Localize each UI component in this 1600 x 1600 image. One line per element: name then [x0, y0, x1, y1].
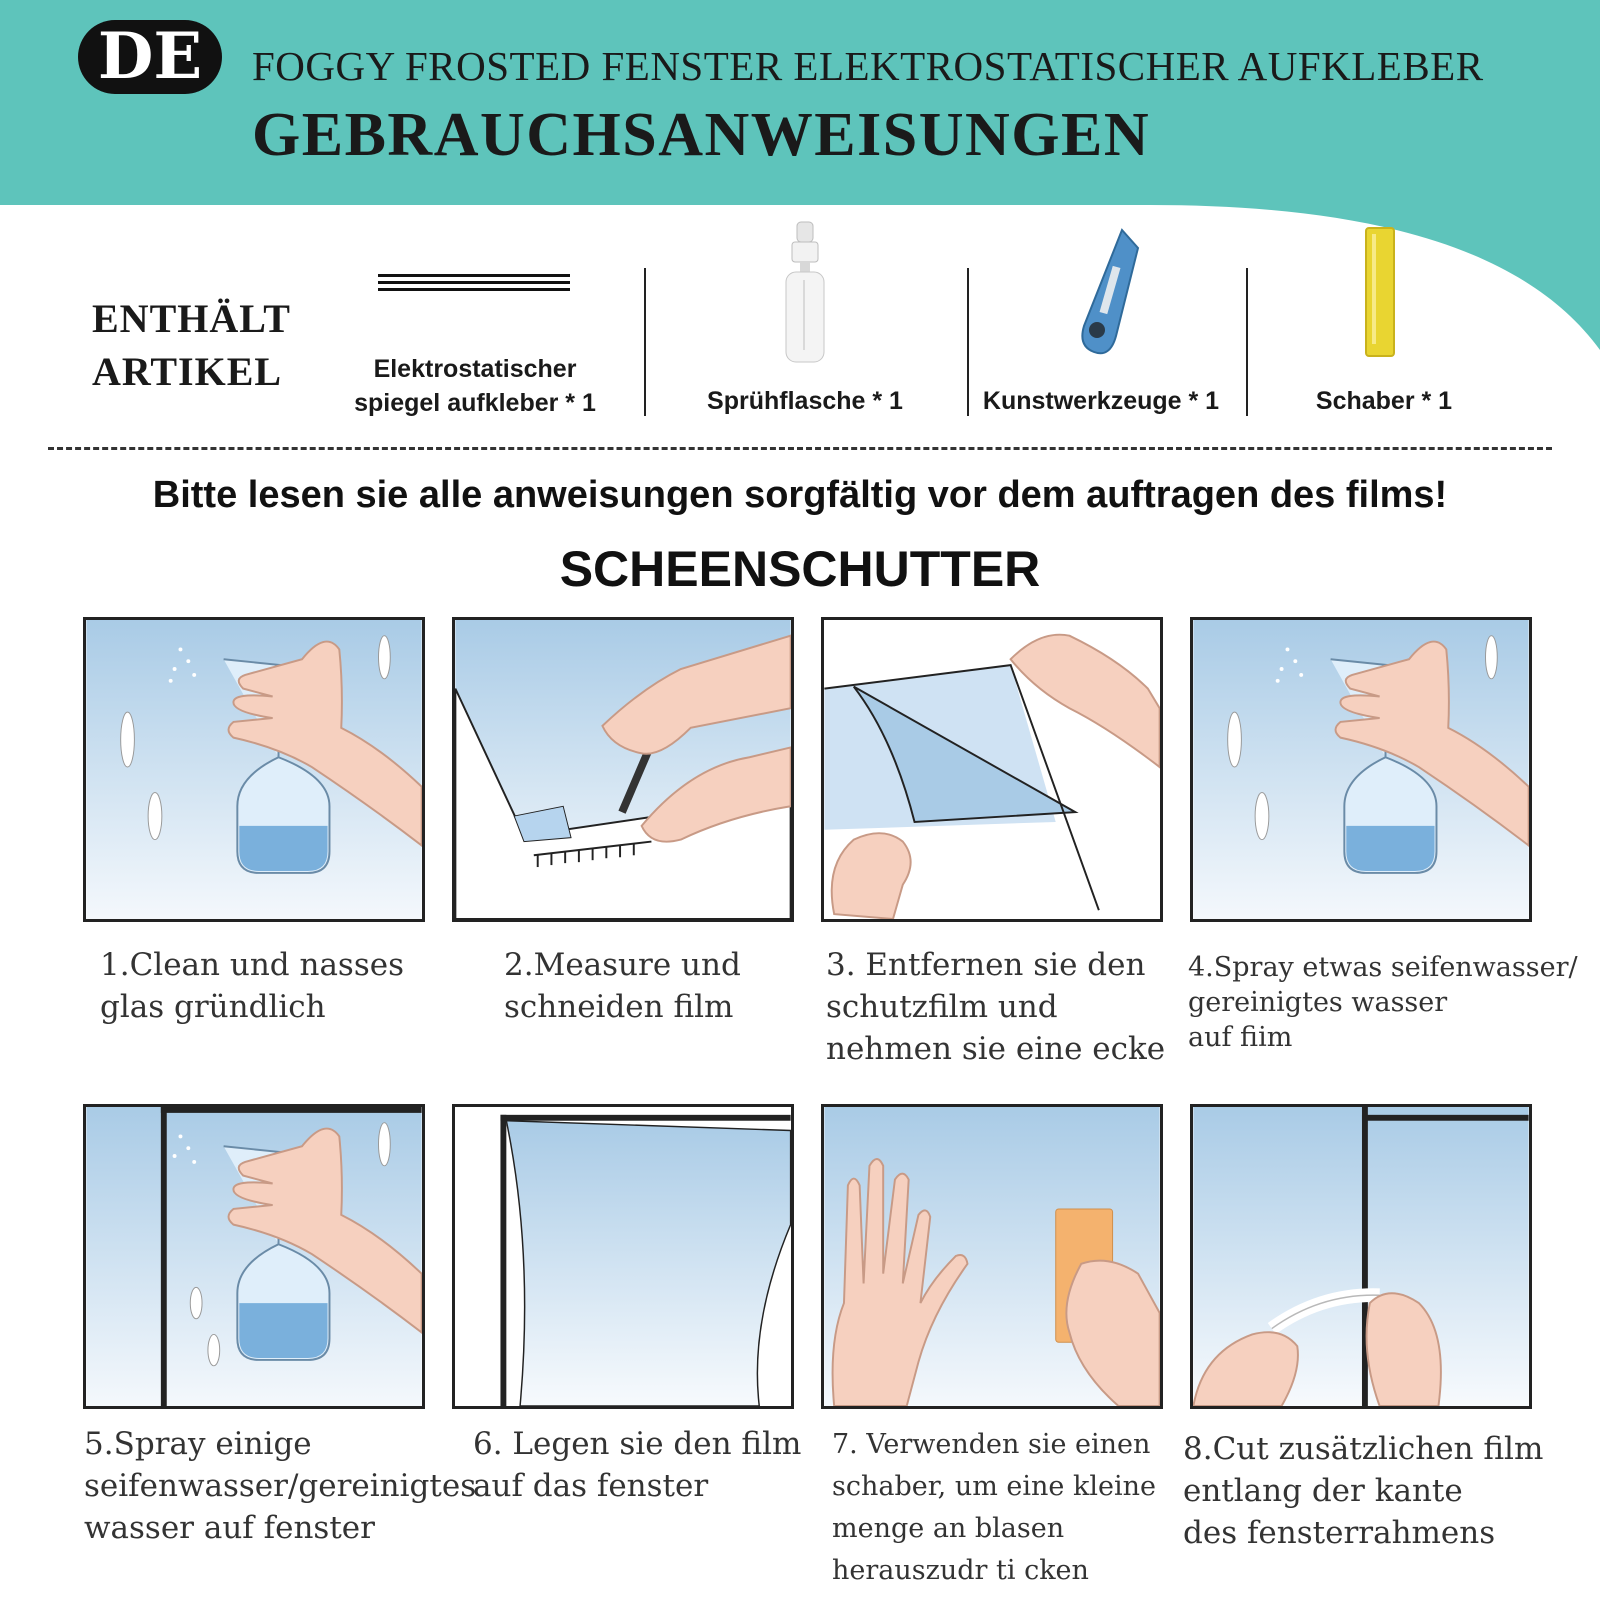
step-3-illustration: [821, 617, 1163, 922]
spray-film-illustration: [1193, 620, 1529, 919]
measure-cut-illustration: [455, 620, 791, 919]
spray-bottle-icon: [780, 220, 830, 366]
step-8-caption: 8.Cut zusätzlichen film entlang der kante des fensterrahmens: [1183, 1431, 1544, 1551]
contents-divider: [1246, 268, 1248, 416]
contents-item-craft-tools: Kunstwerkzeuge * 1: [982, 387, 1220, 415]
contents-divider: [644, 268, 646, 416]
step-6-illustration: [452, 1104, 794, 1409]
spray-glass-illustration: [86, 620, 422, 919]
product-title: FOGGY FROSTED FENSTER ELEKTROSTATISCHER AUFKLEBER: [252, 43, 1484, 89]
contents-item-spray-bottle: Sprühflasche * 1: [707, 387, 903, 415]
peel-film-illustration: [824, 620, 1160, 919]
utility-knife-icon: [1076, 226, 1144, 362]
step-2-illustration: [452, 617, 794, 922]
step-1-caption: 1.Clean und nasses glas gründlich: [100, 947, 405, 1025]
contents-item-scraper: Schaber * 1: [1315, 387, 1453, 415]
read-instructions-warning: Bitte lesen sie alle anweisungen sorgfältig vor dem auftragen des films!: [152, 474, 1448, 516]
step-7-illustration: [821, 1104, 1163, 1409]
spray-window-illustration: [86, 1107, 422, 1406]
scrape-bubbles-illustration: [824, 1107, 1160, 1406]
contents-item-film: Elektrostatischer spiegel aufkleber * 1: [354, 355, 596, 417]
scraper-icon: [1364, 226, 1396, 358]
contents-heading: [92, 292, 291, 398]
film-roll-icon: [376, 270, 572, 300]
step-2-caption: 2.Measure und schneiden film: [504, 947, 741, 1025]
step-8-illustration: [1190, 1104, 1532, 1409]
apply-film-illustration: [455, 1107, 791, 1406]
contents-divider: [967, 268, 969, 416]
contents-heading-text: ENTHÄLT ARTIKEL: [92, 296, 291, 394]
step-4-illustration: [1190, 617, 1532, 922]
trim-edge-illustration: [1193, 1107, 1529, 1406]
step-1-illustration: [83, 617, 425, 922]
step-6-caption: 6. Legen sie den film auf das fenster: [473, 1426, 802, 1504]
section-title: SCHEENSCHUTTER: [559, 541, 1041, 597]
language-badge: DE: [78, 20, 222, 94]
step-5-caption: 5.Spray einige seifenwasser/gereinigtes wasser auf fenster: [84, 1426, 477, 1546]
step-7-caption: 7. Verwenden sie einen schaber, um eine kleine menge an blasen herauszudr ti cken: [832, 1429, 1156, 1586]
step-5-illustration: [83, 1104, 425, 1409]
section-separator: [48, 447, 1552, 450]
step-3-caption: 3. Entfernen sie den schutzfilm und nehmen sie eine ecke: [826, 947, 1166, 1067]
step-4-caption: 4.Spray etwas seifenwasser/ gereinigtes wasser auf fiim: [1188, 952, 1578, 1053]
document-title: GEBRAUCHSANWEISUNGEN: [252, 101, 1151, 169]
